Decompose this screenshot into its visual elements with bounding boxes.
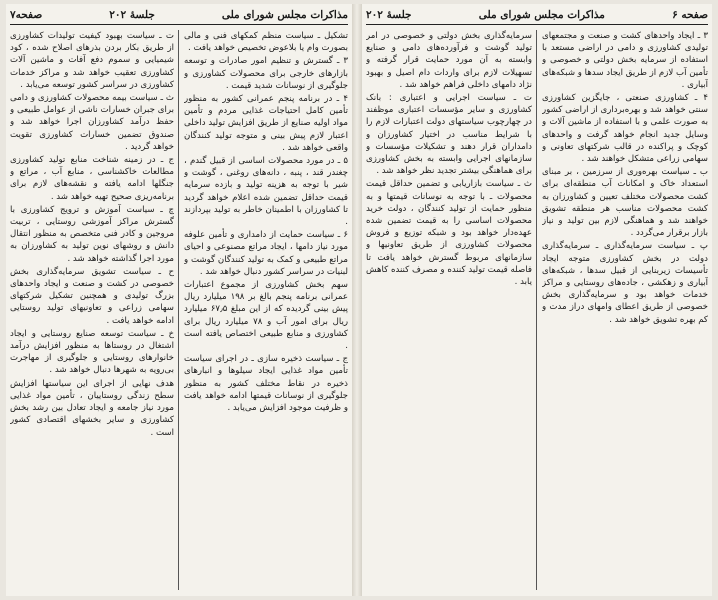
page-left xyxy=(6,4,352,596)
paragraph: ۴ ـ کشاورزی صنعتی ، جایگزین کشاورزی سنتی خواهد شد و بهره‌برداری از اراضی کشور به صورت علمی و با استفاده از ماشین آلات و وسایل جدید انجام خواهد گرفت و واحدهای کوچک و پراکنده در قالب شرکتهای تعاونی و سهامی زراعی متشکل خواهند شد . xyxy=(542,93,708,165)
page-header xyxy=(366,6,708,25)
paragraph: ج ـ در زمینه شناخت منابع تولید کشاورزی مطالعات خاکشناسی ، منابع آب ، مراتع و جنگلها ادامه یافته و نقشه‌های لازم برای برنامه‌ریزی صحیح تهیه خواهد شد . xyxy=(10,155,174,202)
paragraph: پ ـ سیاست سرمایه‌گذاری ـ سرمایه‌گذاری دولت در بخش کشاورزی متوجه ایجاد تأسیسات زیربنایی از قبیل سدها ، شبکه‌های آبیاری و زهکشی ، جاده‌های روستایی و مراکز خدمات خواهد بود و سرمایه‌گذاری بخش خصوصی از طریق اعطای وامهای دراز مدت و کم بهره تشویق خواهد شد . xyxy=(542,241,708,325)
session-label: جلسهٔ ۲۰۲ xyxy=(366,9,412,21)
paragraph: سهم بخش کشاورزی از مجموع اعتبارات عمرانی برنامه پنجم بالغ بر ۱۹۸ میلیارد ریال پیش بینی گردیده که از این مبلغ ۶۷٫۵ میلیارد ریال برای امور آب و ۷۸ میلیارد ریال برای کشاورزی و منابع طبیعی اختصاص یافته است . xyxy=(184,280,348,352)
binding-gutter xyxy=(352,4,362,596)
paragraph: خ ـ سیاست توسعه صنایع روستایی و ایجاد اشتغال در روستاها به منظور افزایش درآمد خانوارهای روستایی و جلوگیری از مهاجرت بی‌رویه به شهرها دنبال خواهد شد . xyxy=(10,328,174,376)
paragraph: ت ـ سیاست اجرایی و اعتباری : بانک کشاورزی و سایر مؤسسات اعتباری موظفند در چهارچوب سیاستهای دولت اعتبارات لازم را با شرایط مناسب در اختیار کشاورزان و دامداران قرار دهند و تشکیلات مؤسسات و سازمانهای اجرایی وابسته به بخش کشاورزی برای هماهنگی بیشتر تجدید نظر خواهد شد . xyxy=(366,93,532,177)
text-column-left xyxy=(10,30,174,592)
paragraph: ث ـ سیاست بازاریابی و تضمین حداقل قیمت محصولات ـ با توجه به نوسانات قیمتها و به منظور حمایت از تولید کنندگان ، دولت خرید محصولات اساسی را به قیمت تضمین شده عهده‌دار خواهد بود و شبکه توزیع و فروش محصولات کشاورزی از طریق تعاونیها و سازمانهای مربوط گسترش خواهد یافت تا فاصله قیمت تولید کننده و مصرف کننده کاهش یابد . xyxy=(366,179,532,288)
session-label: جلسهٔ ۲۰۲ xyxy=(109,9,155,21)
paragraph: ۴ ـ در برنامه پنجم عمرانی کشور به منظور تأمین کامل احتیاجات غذایی مردم و تأمین مواد اولیه صنایع از طریق افزایش تولید داخلی اعتبار لازم پیش بینی و متوجه تولید کنندگان واقعی خواهد شد . xyxy=(184,94,348,153)
paragraph: هدف نهایی از اجرای این سیاستها افزایش سطح زندگی روستاییان ، تأمین مواد غذایی مورد نیاز جامعه و ایجاد تعادل بین رشد بخش کشاورزی و سایر بخشهای اقتصادی کشور است . xyxy=(10,378,174,438)
paragraph: ث ـ سیاست بیمه محصولات کشاورزی و دامی برای جبران خسارات ناشی از عوامل طبیعی و حفظ درآمد کشاورزان اجرا خواهد شد و صندوق تضمین خسارات کشاورزی تقویت خواهد گردید . xyxy=(10,93,174,152)
paragraph: چ ـ سیاست آموزش و ترویج کشاورزی با گسترش مراکز آموزشی روستایی ، تربیت مروجین و کادر فنی متخصص به منظور انتقال دانش و روشهای نوین تولید به کشاورزان به مورد اجرا گذاشته خواهد شد . xyxy=(10,204,174,264)
paragraph: ۶ ـ سیاست حمایت از دامداری و تأمین علوفه مورد نیاز دامها ، ایجاد مراتع مصنوعی و احیای مراتع طبیعی و کمک به تولید کنندگان گوشت و لبنیات در سراسر کشور دنبال خواهد شد . xyxy=(184,230,348,277)
paragraph: ج ـ سیاست ذخیره سازی ـ در اجرای سیاست تأمین مواد غذایی ایجاد سیلوها و انبارهای ذخیره در نقاط مختلف کشور به منظور جلوگیری از نوسانات قیمتها ادامه خواهد یافت و ظرفیت موجود افزایش می‌یابد . xyxy=(184,354,348,414)
text-column-right xyxy=(184,30,348,592)
page-header xyxy=(10,6,348,25)
running-title: مذاکرات مجلس شورای ملی xyxy=(478,9,605,21)
page-right xyxy=(362,4,712,596)
document-spread xyxy=(6,4,712,596)
running-title: مذاکرات مجلس شورای ملی xyxy=(221,9,348,21)
column-divider xyxy=(536,30,537,590)
paragraph: ب ـ سیاست بهره‌وری از سرزمین ، بر مبنای استعداد خاک و امکانات آب منطقه‌ای برای کشت محصولات مختلف تعیین و کشاورزان به کشت محصولات مناسب هر منطقه تشویق خواهند شد و هماهنگی لازم بین تولید و نیاز بازار برقرار می‌گردد . xyxy=(542,167,708,239)
paragraph: سرمایه‌گذاری بخش دولتی و خصوصی در امر تولید گوشت و فرآورده‌های دامی و صنایع وابسته به آن مورد حمایت قرار گرفته و تسهیلات لازم برای واردات دام اصیل و بهبود نژاد دامهای داخلی فراهم خواهد شد . xyxy=(366,31,532,90)
paragraph: ت ـ سیاست بهبود کیفیت تولیدات کشاورزی از طریق بکار بردن بذرهای اصلاح شده ، کود شیمیایی و سموم دفع آفات و ماشین آلات کشاورزی تعقیب خواهد شد و مراکز خدمات کشاورزی در سراسر کشور توسعه می‌یابد . xyxy=(10,31,174,90)
paragraph: ۳ ـ گسترش و تنظیم امور صادرات و توسعه بازارهای خارجی برای محصولات کشاورزی و جلوگیری از نوسانات شدید قیمت . xyxy=(184,56,348,91)
paragraph: ح ـ سیاست تشویق سرمایه‌گذاری بخش خصوصی در کشت و صنعت و ایجاد واحدهای بزرگ تولیدی و همچنین تشکیل شرکتهای سهامی زراعی و تعاونیهای تولید روستایی ادامه خواهد یافت . xyxy=(10,266,174,326)
text-column-right xyxy=(542,30,708,592)
page-number: صفحه۷ xyxy=(10,9,43,21)
paragraph: ۳ ـ ایجاد واحدهای کشت و صنعت و مجتمعهای تولیدی کشاورزی و دامی در اراضی مستعد با استفاده از سرمایه بخش دولتی و خصوصی و تأمین آب لازم از طریق ایجاد سدها و شبکه‌های آبیاری . xyxy=(542,31,708,90)
paragraph: ۵ ـ در مورد محصولات اساسی از قبیل گندم ، چغندر قند ، پنبه ، دانه‌های روغنی ، گوشت و شیر با توجه به هزینه تولید و بازده سرمایه قیمت حداقل تضمین شده اعلام خواهد گردید تا کشاورزان با اطمینان خاطر به تولید بپردازند . xyxy=(184,156,348,228)
column-divider xyxy=(178,30,179,590)
text-column-left xyxy=(366,30,532,592)
paragraph: تشکیل ـ سیاست منظم کمکهای فنی و مالی بصورت وام یا بلاعوض تخصیص خواهد یافت . xyxy=(184,31,348,54)
page-number: صفحه ۶ xyxy=(672,9,708,21)
